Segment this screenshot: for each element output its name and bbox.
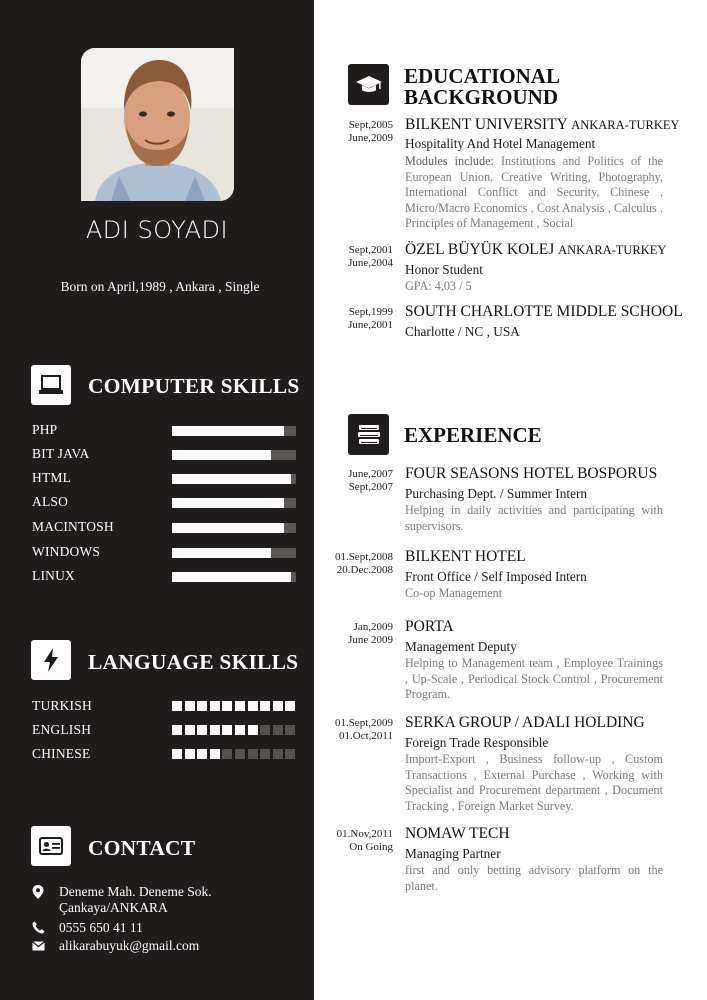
skill-label: ALSO bbox=[32, 494, 69, 509]
language-dots bbox=[172, 725, 298, 735]
language-dot-filled bbox=[210, 701, 220, 711]
language-dot-empty bbox=[285, 749, 295, 759]
company-name: SERKA GROUP / ADALI HOLDING bbox=[405, 714, 645, 731]
skill-bar bbox=[172, 450, 296, 460]
date-start: Jan,2009 bbox=[353, 621, 393, 633]
school-location: ANKARA-TURKEY bbox=[558, 243, 667, 257]
computer-skills-title: COMPUTER SKILLS bbox=[88, 374, 300, 398]
language-dot-empty bbox=[260, 749, 270, 759]
entry-subtitle: Charlotte / NC , USA bbox=[405, 324, 520, 339]
entry-dates bbox=[330, 551, 393, 576]
language-dot-filled bbox=[197, 725, 207, 735]
contact-card-icon bbox=[31, 826, 71, 866]
skill-bar bbox=[172, 572, 296, 582]
skill-label: WINDOWS bbox=[32, 544, 101, 559]
language-dot-filled bbox=[197, 701, 207, 711]
skill-label: MACINTOSH bbox=[32, 519, 114, 534]
entry-body bbox=[405, 825, 663, 894]
email-text[interactable]: alikarabuyuk@gmail.com bbox=[59, 938, 200, 953]
language-dot-filled bbox=[197, 749, 207, 759]
school-name: SOUTH CHARLOTTE MIDDLE SCHOOL bbox=[405, 303, 683, 320]
books-icon bbox=[348, 414, 389, 455]
skill-row bbox=[32, 521, 302, 535]
job-description: Helping to Management team , Employee Trainings , Up-Scale , Periodical Stock Control , Procurement Program. bbox=[405, 656, 663, 701]
date-end: On Going bbox=[349, 840, 393, 853]
language-row bbox=[32, 748, 302, 762]
date-end: June,2004 bbox=[348, 256, 393, 269]
language-dot-filled bbox=[185, 725, 195, 735]
envelope-icon bbox=[32, 939, 46, 953]
skill-row bbox=[32, 546, 302, 560]
date-end: 01.Oct,2011 bbox=[339, 729, 393, 742]
skill-bar-fill bbox=[172, 572, 291, 582]
birth-info: Born on April,1989 , Ankara , Single bbox=[60, 279, 260, 294]
skill-row bbox=[32, 496, 302, 510]
skill-row bbox=[32, 448, 302, 462]
entry-dates bbox=[330, 828, 393, 853]
entry-body bbox=[405, 303, 683, 340]
entry-description: GPA: 4,03 / 5 bbox=[405, 279, 472, 293]
skill-bar bbox=[172, 474, 296, 484]
skill-bar-fill bbox=[172, 523, 284, 533]
entry-dates bbox=[330, 119, 393, 144]
skill-bar-fill bbox=[172, 450, 271, 460]
language-dot-filled bbox=[222, 701, 232, 711]
date-start: 01.Nov,2011 bbox=[336, 828, 393, 840]
date-start: Sept,2001 bbox=[348, 244, 393, 256]
skill-bar bbox=[172, 548, 296, 558]
language-dot-filled bbox=[273, 701, 283, 711]
language-label: ENGLISH bbox=[32, 722, 92, 737]
job-description: Helping in daily activities and participating with supervisors. bbox=[405, 503, 663, 533]
laptop-icon bbox=[31, 365, 71, 405]
skill-row bbox=[32, 472, 302, 486]
language-dot-empty bbox=[222, 749, 232, 759]
language-dot-filled bbox=[210, 749, 220, 759]
date-end: June,2009 bbox=[348, 131, 393, 144]
entry-description bbox=[405, 154, 663, 232]
language-dot-filled bbox=[172, 749, 182, 759]
language-dot-empty bbox=[273, 749, 283, 759]
company-name: FOUR SEASONS HOTEL BOSPORUS bbox=[405, 465, 658, 482]
phone-icon bbox=[32, 921, 46, 935]
language-row bbox=[32, 700, 302, 714]
language-dot-filled bbox=[172, 701, 182, 711]
language-dot-filled bbox=[285, 701, 295, 711]
entry-subtitle: Hospitality And Hotel Management bbox=[405, 136, 596, 151]
language-row bbox=[32, 724, 302, 738]
date-end: 20.Dec.2008 bbox=[336, 563, 393, 576]
language-dot-filled bbox=[248, 725, 258, 735]
school-name: ÖZEL BÜYÜK KOLEJ bbox=[405, 241, 555, 258]
skill-bar-fill bbox=[172, 426, 284, 436]
date-start: 01.Sept,2008 bbox=[334, 551, 393, 563]
job-description: first and only betting advisory platform on the planet. bbox=[405, 863, 663, 893]
skill-row bbox=[32, 424, 302, 438]
entry-body bbox=[405, 241, 667, 295]
location-pin-icon bbox=[32, 885, 46, 899]
lightning-icon bbox=[31, 640, 71, 680]
phone-text[interactable]: 0555 650 41 11 bbox=[59, 920, 143, 935]
entry-heading bbox=[405, 303, 683, 321]
language-dot-filled bbox=[172, 725, 182, 735]
job-description: Co-op Management bbox=[405, 586, 503, 600]
company-name: PORTA bbox=[405, 618, 454, 635]
education-title bbox=[404, 66, 560, 108]
company-name: NOMAW TECH bbox=[405, 825, 510, 842]
skill-label: HTML bbox=[32, 470, 72, 485]
date-start: June,2007 bbox=[348, 468, 393, 480]
language-label: CHINESE bbox=[32, 746, 91, 761]
experience-title: EXPERIENCE bbox=[404, 423, 542, 447]
skill-label: LINUX bbox=[32, 568, 75, 583]
skill-bar-fill bbox=[172, 498, 284, 508]
entry-body bbox=[405, 465, 663, 534]
entry-dates bbox=[330, 621, 393, 646]
skill-label: BIT JAVA bbox=[32, 446, 90, 461]
job-role: Front Office / Self Imposed Intern bbox=[405, 569, 587, 584]
entry-heading bbox=[405, 241, 667, 259]
skill-bar bbox=[172, 426, 296, 436]
person-name: ADI SOYADI bbox=[85, 216, 229, 244]
language-dot-filled bbox=[210, 725, 220, 735]
skill-bar bbox=[172, 523, 296, 533]
job-description: Import-Export , Business follow-up , Custom Transactions , External Purchase , Working with Specialist and Procurement department , Document Tracking , Foreign Market Survey. bbox=[405, 752, 663, 813]
language-dot-filled bbox=[235, 725, 245, 735]
education-title-line1: EDUCATIONAL bbox=[404, 64, 560, 88]
language-label: TURKISH bbox=[32, 698, 92, 713]
entry-body bbox=[405, 618, 663, 703]
job-role: Foreign Trade Responsible bbox=[405, 735, 549, 750]
language-dots bbox=[172, 701, 298, 711]
skill-bar-fill bbox=[172, 548, 271, 558]
education-title-line2: BACKGROUND bbox=[404, 85, 559, 109]
skill-label: PHP bbox=[32, 422, 58, 437]
skill-row bbox=[32, 570, 302, 584]
job-role: Purchasing Dept. / Summer Intern bbox=[405, 486, 588, 501]
date-start: 01.Sept,2009 bbox=[334, 717, 393, 729]
graduation-cap-icon bbox=[348, 64, 389, 105]
entry-dates bbox=[330, 468, 393, 493]
school-location: ANKARA-TURKEY bbox=[571, 118, 680, 132]
date-end: June 2009 bbox=[348, 633, 393, 646]
skill-bar bbox=[172, 498, 296, 508]
date-end: June,2001 bbox=[348, 318, 393, 331]
profile-photo bbox=[81, 48, 234, 201]
entry-body bbox=[405, 116, 680, 232]
skill-bar-fill bbox=[172, 474, 291, 484]
language-dot-empty bbox=[260, 725, 270, 735]
entry-body bbox=[405, 714, 663, 814]
entry-dates bbox=[330, 244, 393, 269]
company-name: BILKENT HOTEL bbox=[405, 548, 526, 565]
language-dot-filled bbox=[260, 701, 270, 711]
entry-heading bbox=[405, 116, 680, 134]
language-dot-filled bbox=[185, 749, 195, 759]
language-dot-empty bbox=[273, 725, 283, 735]
language-dots bbox=[172, 749, 298, 759]
language-dot-empty bbox=[248, 749, 258, 759]
address-text: Deneme Mah. Deneme Sok. Çankaya/ANKARA bbox=[59, 884, 212, 915]
sidebar bbox=[0, 0, 314, 1000]
entry-subtitle: Honor Student bbox=[405, 262, 483, 277]
language-dot-filled bbox=[235, 701, 245, 711]
job-role: Managing Partner bbox=[405, 846, 501, 861]
contact-title: CONTACT bbox=[88, 836, 196, 860]
modules-text: Institutions and Politics of the European Union, Creative Writing, Photography, International Conflict and Security, Chinese , Micro/Macro Economics , Cost Analysis , Calculus , Principles of Management , Social bbox=[405, 154, 664, 230]
school-name: BILKENT UNIVERSITY bbox=[405, 116, 568, 133]
entry-body bbox=[405, 548, 663, 602]
language-dot-empty bbox=[285, 725, 295, 735]
language-dot-filled bbox=[185, 701, 195, 711]
job-role: Management Deputy bbox=[405, 639, 517, 654]
language-skills-title: LANGUAGE SKILLS bbox=[88, 650, 299, 674]
date-start: Sept,1999 bbox=[348, 306, 393, 318]
modules-lead: Modules include: bbox=[405, 154, 494, 168]
date-start: Sept,2005 bbox=[348, 119, 393, 131]
date-end: Sept,2007 bbox=[348, 480, 393, 493]
language-dot-filled bbox=[248, 701, 258, 711]
language-dot-filled bbox=[222, 725, 232, 735]
entry-dates bbox=[330, 717, 393, 742]
language-dot-empty bbox=[235, 749, 245, 759]
entry-dates bbox=[330, 306, 393, 331]
